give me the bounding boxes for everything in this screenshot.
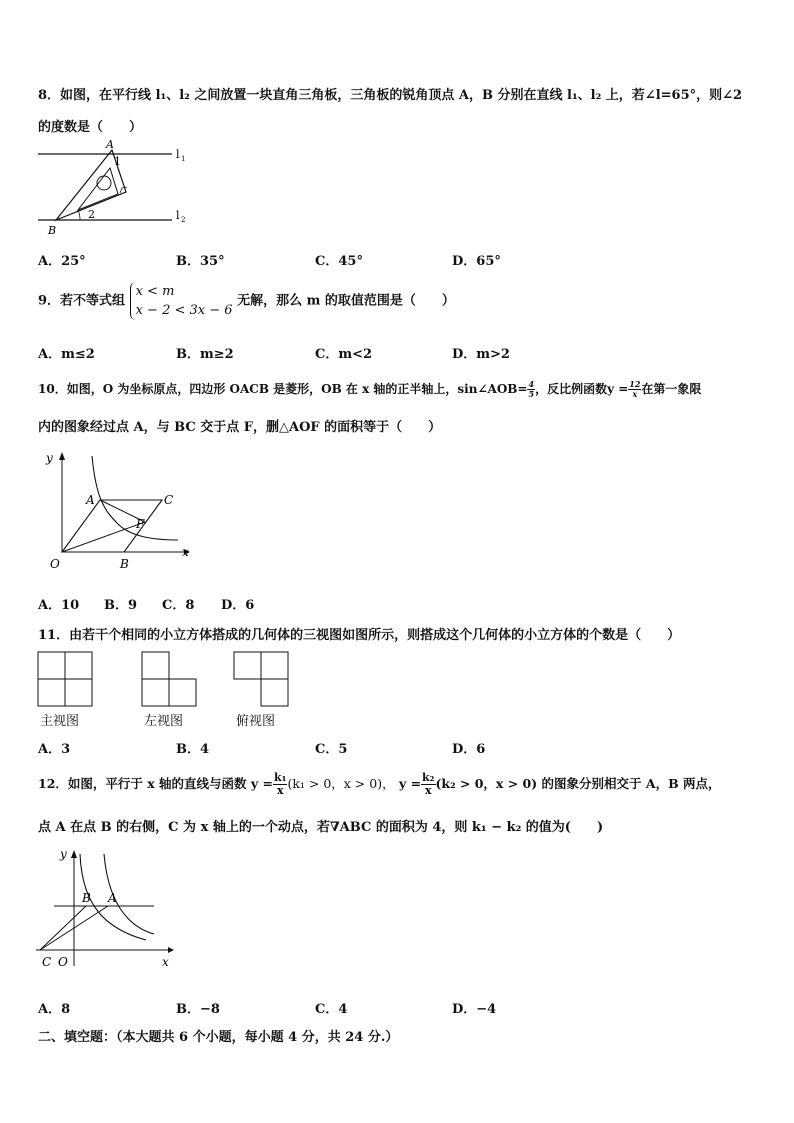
label-C: C <box>164 493 174 507</box>
label-A: A <box>106 138 114 151</box>
q8-option-d[interactable]: D．65° <box>452 254 501 269</box>
y-axis-arrow <box>59 452 65 460</box>
q10-option-d[interactable]: D．6 <box>221 598 255 613</box>
q10-option-a[interactable]: A．10 <box>38 598 80 613</box>
q10-sin-fraction <box>527 380 535 399</box>
y-axis-arrow <box>71 850 77 858</box>
q12-k2-fraction <box>421 772 435 797</box>
label-C: C <box>42 955 52 969</box>
q12-option-b[interactable]: B．−8 <box>176 1002 220 1017</box>
label-A: A <box>108 891 117 905</box>
q10-function-fraction <box>628 380 641 399</box>
q9-prefix: 9．若不等式组 <box>38 293 126 309</box>
q12-stem-line1 <box>38 772 721 797</box>
q12-line1-part-b: (k₁ > 0，x > 0)， <box>287 776 395 791</box>
q12-line1-part-a: 12．如图，平行于 x 轴的直线与函数 y = <box>38 776 273 791</box>
sin-numerator: 4 <box>528 379 535 389</box>
q11-option-a[interactable]: A．3 <box>38 742 71 757</box>
rhombus-OACB <box>62 500 162 552</box>
label-l1: l <box>176 148 180 161</box>
label-B: B <box>82 891 91 905</box>
q9-stem <box>38 282 455 320</box>
q12-stem-line2: 点 A 在点 B 的右侧，C 为 x 轴上的一个动点，若∇ABC 的面积为 4，则 k₁ − k₂ 的值为( ) <box>38 820 604 835</box>
q11-side-view <box>140 650 200 708</box>
label-B: B <box>120 557 129 571</box>
q8-option-a[interactable]: A．25° <box>38 254 86 269</box>
q11-front-view <box>36 650 96 708</box>
q10-option-c[interactable]: C．8 <box>162 598 195 613</box>
q10-line1-part-c: 在第一象限 <box>641 382 702 396</box>
label-O: O <box>58 955 68 969</box>
label-A: A <box>86 493 95 507</box>
label-x: x <box>182 545 189 559</box>
segment-OF <box>62 522 145 552</box>
label-B: B <box>48 224 57 237</box>
label-y: y <box>60 847 67 861</box>
q9-option-c[interactable]: C．m<2 <box>315 347 373 362</box>
q8-stem-line2: 的度数是（ ） <box>38 120 143 135</box>
q8-stem-line1: 8．如图，在平行线 l₁、l₂ 之间放置一块直角三角板，三角板的锐角顶点 A，B 分别在直线 l₁、l₂ 上，若∠l=65°，则∠2 <box>38 88 743 103</box>
label-angle1: 1 <box>114 155 121 168</box>
q9-option-d[interactable]: D．m>2 <box>452 347 510 362</box>
label-x: x <box>162 955 169 969</box>
q10-stem-line1 <box>38 380 701 399</box>
q12-line1-part-c: y = <box>398 776 422 791</box>
label-l2-sub: 2 <box>181 216 186 224</box>
q11-front-view-label: 主视图 <box>40 714 80 729</box>
q11-top-view <box>232 650 292 708</box>
q11-option-d[interactable]: D．6 <box>452 742 486 757</box>
q10-stem-line2: 内的图象经过点 A，与 BC 交于点 F，删△AOF 的面积等于（ ） <box>38 420 442 435</box>
label-F: F <box>136 517 145 531</box>
segment-CB <box>40 906 86 950</box>
q9-inequality-system <box>130 282 233 320</box>
angle2-arc <box>78 210 80 220</box>
q9-option-b[interactable]: B．m≥2 <box>176 347 234 362</box>
q8-option-c[interactable]: C．45° <box>315 254 363 269</box>
label-l1-sub: 1 <box>181 155 186 163</box>
q11-top-view-label: 俯视图 <box>236 714 276 729</box>
sin-denominator: 5 <box>528 389 535 399</box>
section-2-heading: 二、填空题：（本大题共 6 个小题，每小题 4 分，共 24 分.） <box>38 1030 399 1045</box>
k2-denominator: x <box>424 784 432 797</box>
q10-option-b[interactable]: B．9 <box>104 598 138 613</box>
label-l2: l <box>176 209 180 222</box>
q12-option-c[interactable]: C．4 <box>315 1002 348 1017</box>
q9-option-a[interactable]: A．m≤2 <box>38 347 95 362</box>
q10-line1-part-b: ，反比例函数y = <box>535 382 629 396</box>
x-axis-arrow <box>168 947 174 953</box>
q11-option-c[interactable]: C．5 <box>315 742 348 757</box>
q8-option-b[interactable]: B．35° <box>176 254 225 269</box>
q10-figure <box>40 448 200 572</box>
q10-line1-part-a: 10．如图，O 为坐标原点，四边形 OACB 是菱形，OB 在 x 轴的正半轴上，sin∠AOB= <box>38 382 528 396</box>
q12-figure <box>34 842 184 970</box>
q12-option-d[interactable]: D．−4 <box>452 1002 497 1017</box>
label-angle2: 2 <box>88 208 95 221</box>
q8-figure <box>36 138 196 240</box>
k2-numerator: k₂ <box>422 771 435 784</box>
q12-k1-fraction <box>273 772 287 797</box>
k1-numerator: k₁ <box>274 771 287 784</box>
k1-denominator: x <box>276 784 284 797</box>
q9-inequality-2: x − 2 < 3x − 6 <box>135 303 233 318</box>
q12-option-a[interactable]: A．8 <box>38 1002 71 1017</box>
q11-side-view-label: 左视图 <box>144 714 184 729</box>
q9-suffix: 无解，那么 m 的取值范围是（ ） <box>237 293 455 309</box>
q9-inequality-1: x < m <box>135 284 175 299</box>
label-O: O <box>50 557 60 571</box>
function-numerator: 12 <box>629 379 641 389</box>
q11-stem: 11．由若干个相同的小立方体搭成的几何体的三视图如图所示，则搭成这个几何体的小立方体的个数是（ ） <box>38 628 681 643</box>
function-denominator: x <box>632 389 638 399</box>
q11-option-b[interactable]: B．4 <box>176 742 210 757</box>
q12-line1-part-d: (k₂ > 0，x > 0) 的图象分别相交于 A，B 两点， <box>435 776 721 791</box>
label-y: y <box>46 451 53 465</box>
